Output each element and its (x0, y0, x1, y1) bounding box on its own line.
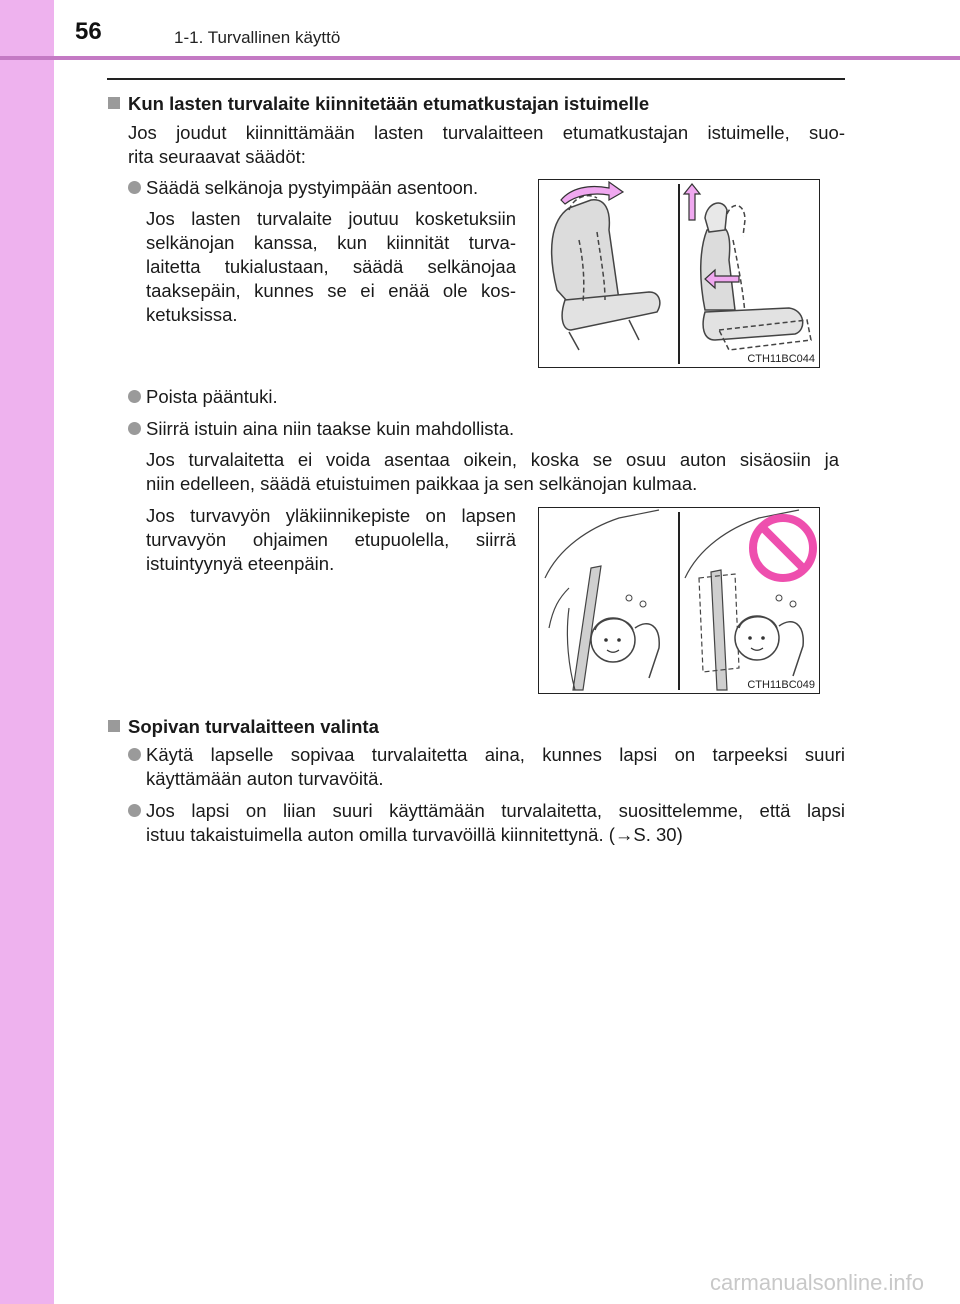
figure-code: CTH11BC044 (747, 353, 815, 365)
belt-note-line-1: Jos turvavyön yläkiinnikepiste on lapsen (146, 505, 516, 526)
belt-note-line-2: turvavyön ohjaimen etupuolella, siirrä (146, 529, 516, 550)
section-title: 1-1. Turvallinen käyttö (174, 28, 341, 47)
square-bullet-icon (108, 97, 120, 109)
watermark: carmanualsonline.info (709, 1270, 924, 1295)
bullet-headrest: Poista pääntuki. (128, 385, 278, 409)
left-color-band (0, 0, 54, 1304)
bullet1-line-5: ketuksissa. (146, 304, 238, 325)
bullet-seat-back: Säädä selkänoja pystyimpään asentoon. (128, 176, 478, 200)
figure-child-belt (538, 507, 820, 694)
bullet-seat-back-position: Siirrä istuin aina niin taakse kuin mahdollista. (128, 417, 514, 441)
figure-code: CTH11BC049 (747, 679, 815, 691)
intro-line-2: rita seuraavat säädöt: (128, 146, 306, 167)
round-bullet-icon (128, 748, 141, 761)
intro-line-1: Jos joudut kiinnittämään lasten turvalaitteen etumatkustajan istuimelle, suo- (128, 122, 845, 143)
figure-seat-adjust (538, 179, 820, 368)
section2-bullet2-line-1: Jos lapsi on liian suuri käyttämään turvalaitetta, suosittelemme, että lapsi (128, 799, 845, 823)
page-number: 56 (75, 18, 102, 45)
section2-bullet2-line-2: istuu takaistuimella auton omilla turvavöillä kiinnitettynä. (→S. 30) (146, 824, 683, 845)
header-divider (0, 56, 960, 60)
section2-heading: Sopivan turvalaitteen valinta (108, 715, 379, 739)
belt-note-line-3: istuintyynyä eteenpäin. (146, 553, 335, 574)
seat-illustration (539, 180, 818, 366)
bullet1-line-4: taaksepäin, kunnes se ei enää ole kos- (146, 280, 516, 301)
round-bullet-icon (128, 804, 141, 817)
section-heading: Kun lasten turvalaite kiinnitetään etumatkustajan istuimelle (108, 92, 649, 116)
round-bullet-icon (128, 181, 141, 194)
bullet1-line-3: laitetta tukialustaan, säädä selkänojaa (146, 256, 516, 277)
bullet1-line-2: selkänojan kanssa, kun kiinnität turva- (146, 232, 516, 253)
section-rule (107, 78, 845, 80)
round-bullet-icon (128, 390, 141, 403)
square-bullet-icon (108, 720, 120, 732)
child-belt-illustration (539, 508, 818, 692)
bullet3-line-2: niin edelleen, säädä etuistuimen paikkaa ja sen selkänojan kulmaa. (146, 473, 698, 494)
round-bullet-icon (128, 422, 141, 435)
section2-bullet1-line-1: Käytä lapselle sopivaa turvalaitetta aina, kunnes lapsi on tarpeeksi suuri (128, 743, 845, 767)
bullet1-line-1: Jos lasten turvalaite joutuu kosketuksiin (146, 208, 516, 229)
bullet3-line-1: Jos turvalaitetta ei voida asentaa oikein, koska se osuu auton sisäosiin ja (146, 449, 839, 470)
section2-bullet1-line-2: käyttämään auton turvavöitä. (146, 768, 384, 789)
